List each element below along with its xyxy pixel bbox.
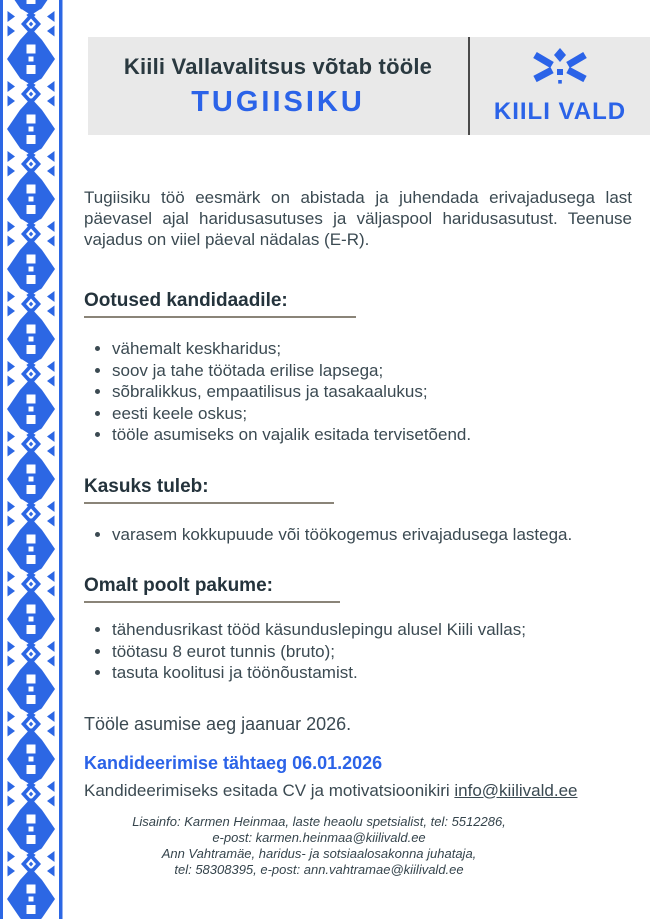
list-item: • töötasu 8 eurot tunnis (bruto); [112, 641, 650, 663]
logo-text: KIILI VALD [493, 97, 627, 125]
section-title: Kasuks tuleb: [84, 475, 209, 497]
apply-text: Kandideerimiseks esitada CV ja motivatsioonikiri [84, 780, 455, 800]
footer-line: Ann Vahtramäe, haridus- ja sotsiaalosakonna juhataja, [161, 845, 477, 861]
bullet-list [84, 524, 650, 546]
email-link[interactable]: info@kiilivald.ee [454, 780, 578, 800]
list-item: • tööle asumiseks on vajalik esitada tervisetõend. [112, 424, 650, 446]
apply-line [84, 781, 650, 801]
list-item: • tähendusrikast tööd käsunduslepingu alusel Kiili vallas; [112, 619, 650, 641]
folk-pattern-icon [0, 0, 63, 919]
list-item: • eesti keele oskus; [112, 403, 650, 425]
section-offer [84, 575, 650, 684]
list-item: • soov ja tahe töötada erilise lapsega; [112, 360, 650, 382]
logo [470, 37, 650, 135]
footer-line: e-post: karmen.heinmaa@kiilivald.ee [212, 829, 426, 845]
section-rule [84, 502, 334, 504]
section-expectations [84, 290, 650, 446]
dragonfly-icon [528, 47, 592, 96]
footer-line: Lisainfo: Karmen Heinmaa, laste heaolu spetsialist, tel: 5512286, [132, 813, 506, 829]
list-item: • vähemalt keskharidus; [112, 338, 650, 360]
section-benefits [84, 476, 650, 546]
folk-pattern-border [0, 0, 63, 919]
section-title: Omalt poolt pakume: [84, 575, 273, 596]
position-title: TUGIISIKU [191, 85, 365, 118]
footer-contacts [84, 814, 554, 878]
section-title: Ootused kandidaadile: [84, 290, 288, 311]
header-title: Kiili Vallavalitsus võtab tööle [123, 53, 433, 79]
header-box [88, 37, 650, 135]
header-titles [88, 37, 468, 135]
list-item: • sõbralikkus, empaatilisus ja tasakaalukus; [112, 381, 650, 403]
list-item: • varasem kokkupuude või töökogemus erivajadusega lastega. [112, 524, 650, 546]
section-rule [84, 316, 356, 318]
bullet-list [84, 338, 650, 446]
page [84, 0, 650, 878]
footer-line: tel: 58308395, e-post: ann.vahtramae@kiilivald.ee [174, 861, 464, 877]
intro-paragraph: Tugiisiku töö eesmärk on abistada ja juhendada erivajadusega last päevasel ajal haridusasutuses ja väljaspool haridusasutust. Teenuse vajadus on viiel päeval nädalas (E-R). [84, 188, 632, 249]
section-rule [84, 601, 340, 603]
bullet-list [84, 619, 650, 684]
start-date-line: Tööle asumise aeg jaanuar 2026. [84, 713, 352, 734]
deadline-line: Kandideerimise tähtaeg 06.01.2026 [84, 752, 383, 773]
list-item: • tasuta koolitusi ja töönõustamist. [112, 662, 650, 684]
